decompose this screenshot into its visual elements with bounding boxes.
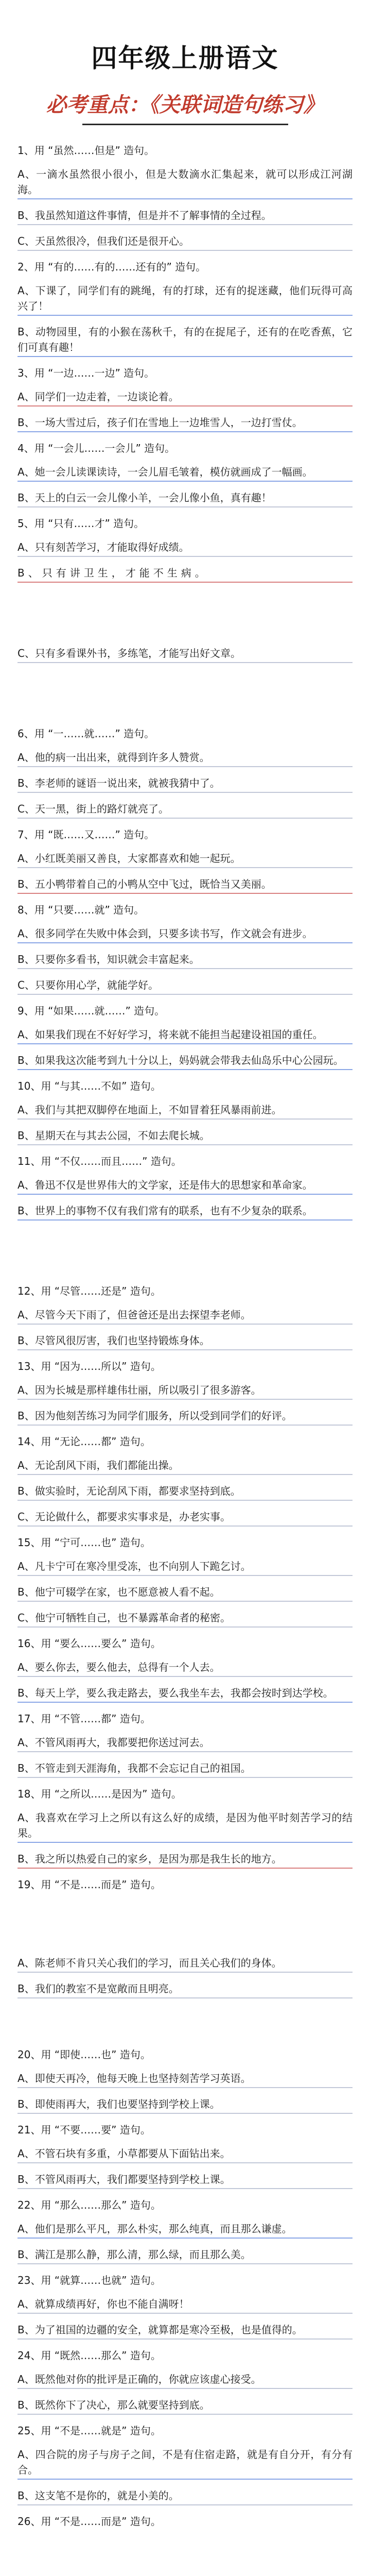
question-line: 16、用 “要么……要么” 造句。 [17, 1637, 161, 1650]
answer-line: B、不管风雨再大，我们都要坚持到学校上课。 [17, 2172, 353, 2189]
answer-line: B、只要你多看书，知识就会丰富起来。 [17, 952, 353, 969]
blank-gap [17, 591, 353, 646]
question-line: 7、用 “既……又……” 造句。 [17, 828, 155, 841]
answer-line: A、鲁迅不仅是世界伟大的文学家，还是伟大的思想家和革命家。 [17, 1177, 353, 1195]
answer-line: B、每天上学，要么我走路去，要么我坐车去，我都会按时到达学校。 [17, 1685, 353, 1703]
answer-line: B、他宁可辍学在家，也不愿意被人看不起。 [17, 1584, 353, 1602]
question-line: 2、用 “有的……有的……还有的” 造句。 [17, 261, 206, 273]
question-line: 11、用 “不仅……而且……” 造句。 [17, 1155, 182, 1167]
answer-line: B、即使雨再大，我们也要坚持到学校上课。 [17, 2096, 353, 2114]
answer-line: C、只要你用心学，就能学好。 [17, 977, 353, 995]
question-line: 1、用 “虽然……但是” 造句。 [17, 144, 155, 157]
answer-line: C、他宁可牺牲自己，也不暴露革命者的秘密。 [17, 1610, 353, 1628]
answer-line: A、四合院的房子与房子之间，不是有住宿走路，就是有自分开，有分有合。 [17, 2447, 353, 2480]
question-line: 25、用 “不是……就是” 造句。 [17, 2425, 161, 2437]
answer-line: A、只有刻苦学习，才能取得好成绩。 [17, 539, 353, 557]
answer-line: A、陈老师不肯只关心我们的学习，而且关心我们的身体。 [17, 1955, 353, 1973]
exercise-list [17, 143, 353, 2576]
question-line: 18、用 “之所以……是因为” 造句。 [17, 1788, 182, 1800]
question-line: 26、用 “不是……而是” 造句。 [17, 2515, 161, 2528]
question-line: 10、用 “与其……不如” 造句。 [17, 1080, 161, 1092]
answer-line: A、他们是那么平凡，那么朴实，那么纯真，而且那么谦虚。 [17, 2221, 353, 2239]
question-line: 21、用 “不要……要” 造句。 [17, 2124, 151, 2136]
answer-line: A、尽管今天下雨了，但爸爸还是出去探望李老师。 [17, 1307, 353, 1325]
blank-gap [17, 671, 353, 726]
question-line: 23、用 “就算……也就” 造句。 [17, 2274, 161, 2286]
answer-line: A、她一会儿读课读诗，一会儿眉毛皱着，模仿就画成了一幅画。 [17, 464, 353, 482]
question-line: 20、用 “即使……也” 造句。 [17, 2048, 151, 2061]
answer-line: A、我喜欢在学习上之所以有这么好的成绩，是因为他平时刻苦学习的结果。 [17, 1810, 353, 1843]
question-line: 24、用 “既然……那么” 造句。 [17, 2349, 161, 2362]
answer-line: B、我之所以热爱自己的家乡，是因为那是我生长的地方。 [17, 1851, 353, 1869]
answer-line: B、天上的白云一会儿像小羊，一会儿像小鱼，真有趣！ [17, 490, 353, 507]
answer-line: B、不管走到天涯海角，我都不会忘记自己的祖国。 [17, 1760, 353, 1778]
answer-line: B、一场大雪过后，孩子们在雪地上一边堆雪人，一边打雪仗。 [17, 415, 353, 432]
answer-line: C、只有多看课外书，多练笔，才能写出好文章。 [17, 646, 353, 663]
answer-line: A、无论刮风下雨，我们都能出操。 [17, 1458, 353, 1475]
answer-line: B、如果我这次能考到九十分以上，妈妈就会带我去仙岛乐中心公园玩。 [17, 1053, 353, 1070]
answer-line: A、不管风雨再大，我都要把你送过河去。 [17, 1735, 353, 1752]
answer-line: C、无论做什么，都要求实事求是，办老实事。 [17, 1509, 353, 1527]
question-line: 12、用 “尽管……还是” 造句。 [17, 1285, 161, 1297]
answer-line: A、因为长城是那样雄伟壮丽，所以吸引了很多游客。 [17, 1382, 353, 1400]
answer-line: A、我们与其把双脚停在地面上，不如冒着狂风暴雨前进。 [17, 1102, 353, 1120]
blank-gap [17, 1229, 353, 1283]
blank-gap [17, 1901, 353, 1955]
answer-line: B、这支笔不是你的，就是小美的。 [17, 2488, 353, 2505]
answer-line: A、下课了，同学们有的跳绳，有的打球，还有的捉迷藏，他们玩得可高兴了！ [17, 283, 353, 316]
question-line: 22、用 “那么……那么” 造句。 [17, 2199, 161, 2211]
answer-line: A、小红既美丽又善良，大家都喜欢和她一起玩。 [17, 851, 353, 868]
answer-line: B、动物园里，有的小猴在荡秋千，有的在捉尾子，还有的在吃香蕉，它们可真有趣！ [17, 324, 353, 357]
answer-line: A、如果我们现在不好好学习，将来就不能担当起建设祖国的重任。 [17, 1027, 353, 1044]
answer-line: B、为了祖国的边疆的安全，就算都是寒冷至极，也是值得的。 [17, 2322, 353, 2340]
answer-line: B、星期天在与其去公园，不如去爬长城。 [17, 1128, 353, 1145]
answer-line: A、一滴水虽然很小很小，但是大数滴水汇集起来，就可以形成江河湖海。 [17, 166, 353, 199]
question-line: 14、用 “无论……都” 造句。 [17, 1435, 151, 1448]
question-line: 3、用 “一边……一边” 造句。 [17, 367, 155, 379]
question-line: 19、用 “不是……而是” 造句。 [17, 1878, 161, 1891]
answer-line: A、就算成绩再好，你也不能自满呀！ [17, 2296, 353, 2314]
answer-line: C、天虽然很冷，但我们还是很开心。 [17, 233, 353, 251]
answer-line: B、既然你下了决心，那么就要坚持到底。 [17, 2397, 353, 2415]
answer-line: B、满江是那么静，那么清，那么绿，而且那么美。 [17, 2247, 353, 2264]
answer-line: B、尽管风很厉害，我们也坚持锻炼身体。 [17, 1333, 353, 1350]
answer-line: B、世界上的事物不仅有我们常有的联系，也有不少复杂的联系。 [17, 1203, 353, 1221]
blank-gap [17, 2537, 353, 2576]
answer-line: B、我虽然知道这件事情，但是并不了解事情的全过程。 [17, 208, 353, 225]
answer-line: B、因为他刻苦练习为同学们服务，所以受到同学们的好评。 [17, 1408, 353, 1426]
question-line: 15、用 “宁可……也” 造句。 [17, 1536, 151, 1549]
answer-line: B、只有讲卫生，才能不生病。 [17, 565, 353, 583]
answer-line: A、他的病一出出来，就得到许多人赞赏。 [17, 750, 353, 767]
question-line: 13、用 “因为……所以” 造句。 [17, 1360, 161, 1372]
blank-gap [17, 2007, 353, 2047]
question-line: 17、用 “不管……都” 造句。 [17, 1713, 151, 1725]
question-line: 8、用 “只要……就” 造句。 [17, 904, 145, 916]
answer-line: C、天一黑，街上的路灯就亮了。 [17, 801, 353, 819]
answer-line: A、不管石块有多重，小草都要从下面钻出来。 [17, 2146, 353, 2163]
page-title: 四年级上册语文 [91, 43, 279, 73]
page-subtitle [17, 91, 353, 120]
answer-line: B、李老师的谜语一说出来，就被我猜中了。 [17, 775, 353, 793]
question-line: 9、用 “如果……就……” 造句。 [17, 1005, 165, 1017]
subtitle-prefix: 必考重点： [46, 93, 149, 117]
answer-line: B、我们的教室不是宽敞而且明亮。 [17, 1981, 353, 1998]
answer-line: B、五小鸭带着自己的小鸭从空中飞过，既恰当又美丽。 [17, 876, 353, 894]
title-underline [82, 124, 288, 125]
question-line: 5、用 “只有……才” 造句。 [17, 517, 145, 530]
answer-line: A、既然他对你的批评是正确的，你就应该虚心接受。 [17, 2371, 353, 2389]
question-line: 4、用 “一会儿……一会儿” 造句。 [17, 442, 175, 454]
subtitle-value: 《关联词造句练习》 [149, 93, 324, 117]
answer-line: B、做实验时，无论刮风下雨，都要求坚持到底。 [17, 1483, 353, 1501]
answer-line: A、要么你去，要么他去，总得有一个人去。 [17, 1659, 353, 1677]
question-line: 6、用 “一……就……” 造句。 [17, 727, 155, 740]
answer-line: A、即使天再冷，他每天晚上也坚持刻苦学习英语。 [17, 2071, 353, 2088]
answer-line: A、同学们一边走着，一边谈论着。 [17, 389, 353, 406]
answer-line: A、凡卡宁可在寒冷里受冻，也不向别人下跪乞讨。 [17, 1558, 353, 1576]
answer-line: A、很多同学在失败中体会到，只要多读书写，作文就会有进步。 [17, 926, 353, 943]
